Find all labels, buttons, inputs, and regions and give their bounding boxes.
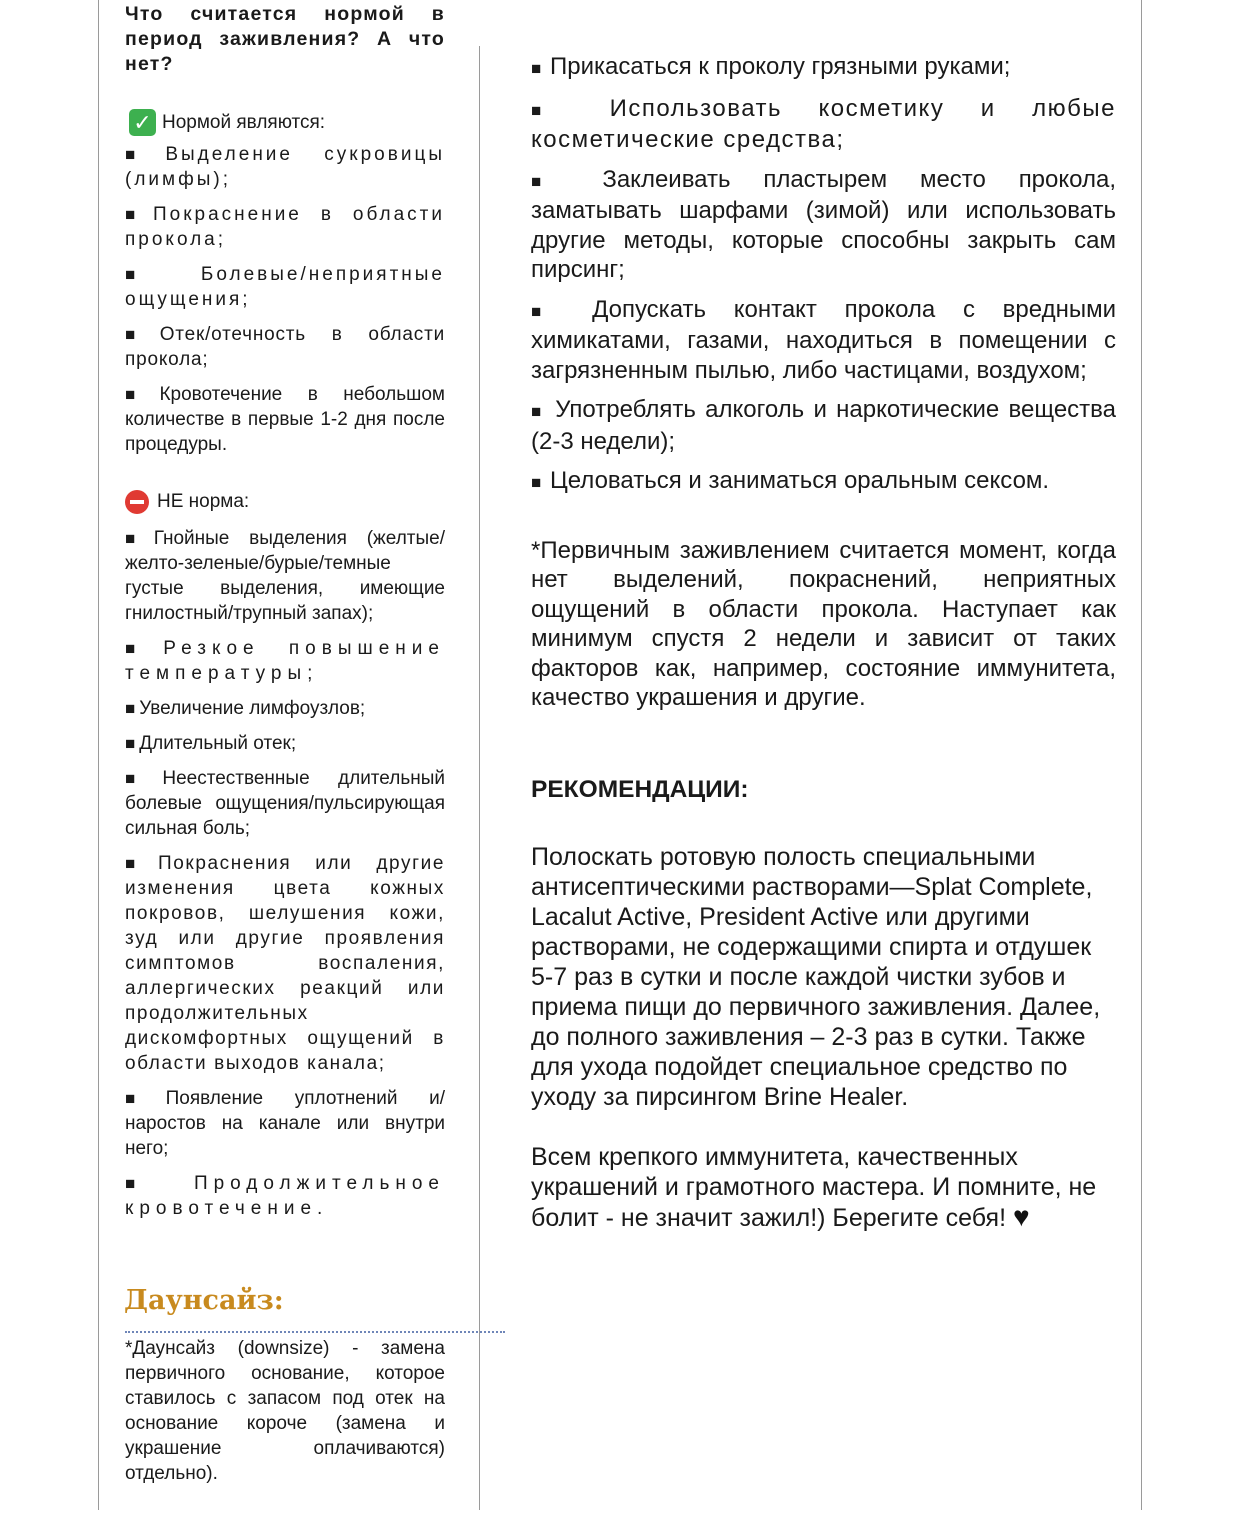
healing-question: Что считается нормой в период заживления? А что нет?	[125, 3, 445, 75]
downsize-title: Даунсайз:	[124, 1285, 284, 1316]
closing-text: Всем крепкого иммунитета, качественных украшений и грамотного мастера. И помните, не болит - не значит зажил!) Берегите себя!	[531, 1143, 1097, 1232]
not-normal-heading: НЕ норма:	[157, 491, 250, 512]
recommendations-text: Полоскать ротовую полость специальными антисептическими растворами—Splat Complete, Lacalut Active, President Active или другими растворами, не содержащими спирта и отдушек 5-7 раз в сутки и после каждой чистки зубов и приема пищи до первичного заживления. Далее, до полного заживления – 2-3 раз в сутки. Также для ухода подойдет специальное средство по уходу за пирсингом Brine Healer.	[531, 843, 1101, 1111]
black-square-icon: ■	[531, 402, 552, 421]
list-item: ■ Выделение сукровицы (лимфы);	[125, 144, 445, 190]
black-square-icon: ■	[531, 171, 599, 191]
downsize-text: *Даунсайз (downsize) - замена первичного основание, которое ставилось с запасом под отек на основание короче (замена и украшение оплачиваются) отдельно).	[125, 1338, 445, 1484]
list-item: ■ Целоваться и заниматься оральным сексом.	[531, 467, 1050, 494]
list-item: ■ Появление уплотнений и/наростов на канале или внутри него;	[125, 1088, 445, 1159]
closing-text-row	[531, 1142, 1116, 1233]
column-divider	[479, 46, 480, 1510]
list-item: ■ Отек/отечность в области прокола;	[125, 324, 445, 370]
black-square-icon: ■	[125, 734, 136, 753]
black-square-icon: ■	[125, 145, 162, 164]
dotted-divider	[125, 1331, 505, 1333]
normal-heading-row	[125, 109, 445, 136]
list-item: ■ Увеличение лимфоузлов;	[125, 698, 366, 719]
black-square-icon: ■	[125, 1174, 190, 1193]
black-square-icon: ■	[125, 1089, 162, 1108]
page-border-left	[98, 0, 99, 1510]
list-item: ■ Продолжительное кровотечение.	[125, 1173, 445, 1219]
black-heart-icon: ♥	[1012, 1201, 1030, 1232]
black-square-icon: ■	[531, 301, 589, 321]
black-square-icon: ■	[125, 699, 136, 718]
black-square-icon: ■	[531, 100, 606, 120]
list-item: ■ Болевые/неприятные ощущения;	[125, 264, 445, 310]
list-item: ■ Гнойные выделения (желтые/желто-зеленые/бурые/темные густые выделения, имеющие гнилостный/трупный запах);	[125, 528, 445, 624]
right-column	[531, 52, 1116, 1258]
list-item: ■ Употреблять алкоголь и наркотические вещества (2-3 недели);	[531, 396, 1116, 455]
list-item: ■ Использовать косметику и любые косметические средства;	[531, 94, 1116, 153]
normal-heading: Нормой являются:	[162, 112, 326, 133]
black-square-icon: ■	[125, 265, 197, 284]
list-item: ■ Прикасаться к проколу грязными руками;	[531, 53, 1011, 80]
list-item: ■ Длительный отек;	[125, 733, 297, 754]
list-item: ■ Неестественные длительный болевые ощущения/пульсирующая сильная боль;	[125, 768, 445, 839]
black-square-icon: ■	[125, 529, 150, 548]
black-square-icon: ■	[125, 205, 149, 224]
left-column	[125, 2, 445, 1221]
black-square-icon: ■	[125, 385, 156, 404]
not-normal-heading-row	[125, 489, 445, 514]
black-square-icon: ■	[125, 769, 159, 788]
black-square-icon: ■	[531, 473, 546, 492]
list-item: ■ Покраснения или другие изменения цвета кожных покровов, шелушения кожи, зуд или другие проявления симптомов воспаления, аллергических реакций или продолжительных дискомфортных ощущений в области выходов канала;	[125, 853, 445, 1074]
no-entry-icon	[125, 490, 149, 514]
list-item: ■ Покраснение в области прокола;	[125, 204, 445, 250]
recommendations-heading: РЕКОМЕНДАЦИИ:	[531, 775, 749, 803]
list-item: ■ Резкое повышение температуры;	[125, 638, 445, 684]
black-square-icon: ■	[531, 59, 546, 78]
black-square-icon: ■	[125, 639, 160, 658]
black-square-icon: ■	[125, 854, 154, 873]
list-item: ■ Заклеивать пластырем место прокола, заматывать шарфами (зимой) или использовать другие методы, которые способны закрыть сам пирсинг;	[531, 165, 1116, 283]
page-border-right	[1141, 0, 1142, 1510]
list-item: ■ Допускать контакт прокола с вредными химикатами, газами, находиться в помещении с загрязненным пылью, либо частицами, воздухом;	[531, 295, 1117, 384]
list-item: ■ Кровотечение в небольшом количестве в первые 1-2 дня после процедуры.	[125, 384, 445, 455]
check-mark-icon: ✓	[129, 109, 156, 136]
black-square-icon: ■	[125, 325, 156, 344]
primary-healing-note: *Первичным заживлением считается момент, когда нет выделений, покраснений, неприятных ощущений в области прокола. Наступает как минимум спустя 2 недели и зависит от таких факторов как, например, состояние иммунитета, качество украшения и другие.	[531, 536, 1116, 711]
